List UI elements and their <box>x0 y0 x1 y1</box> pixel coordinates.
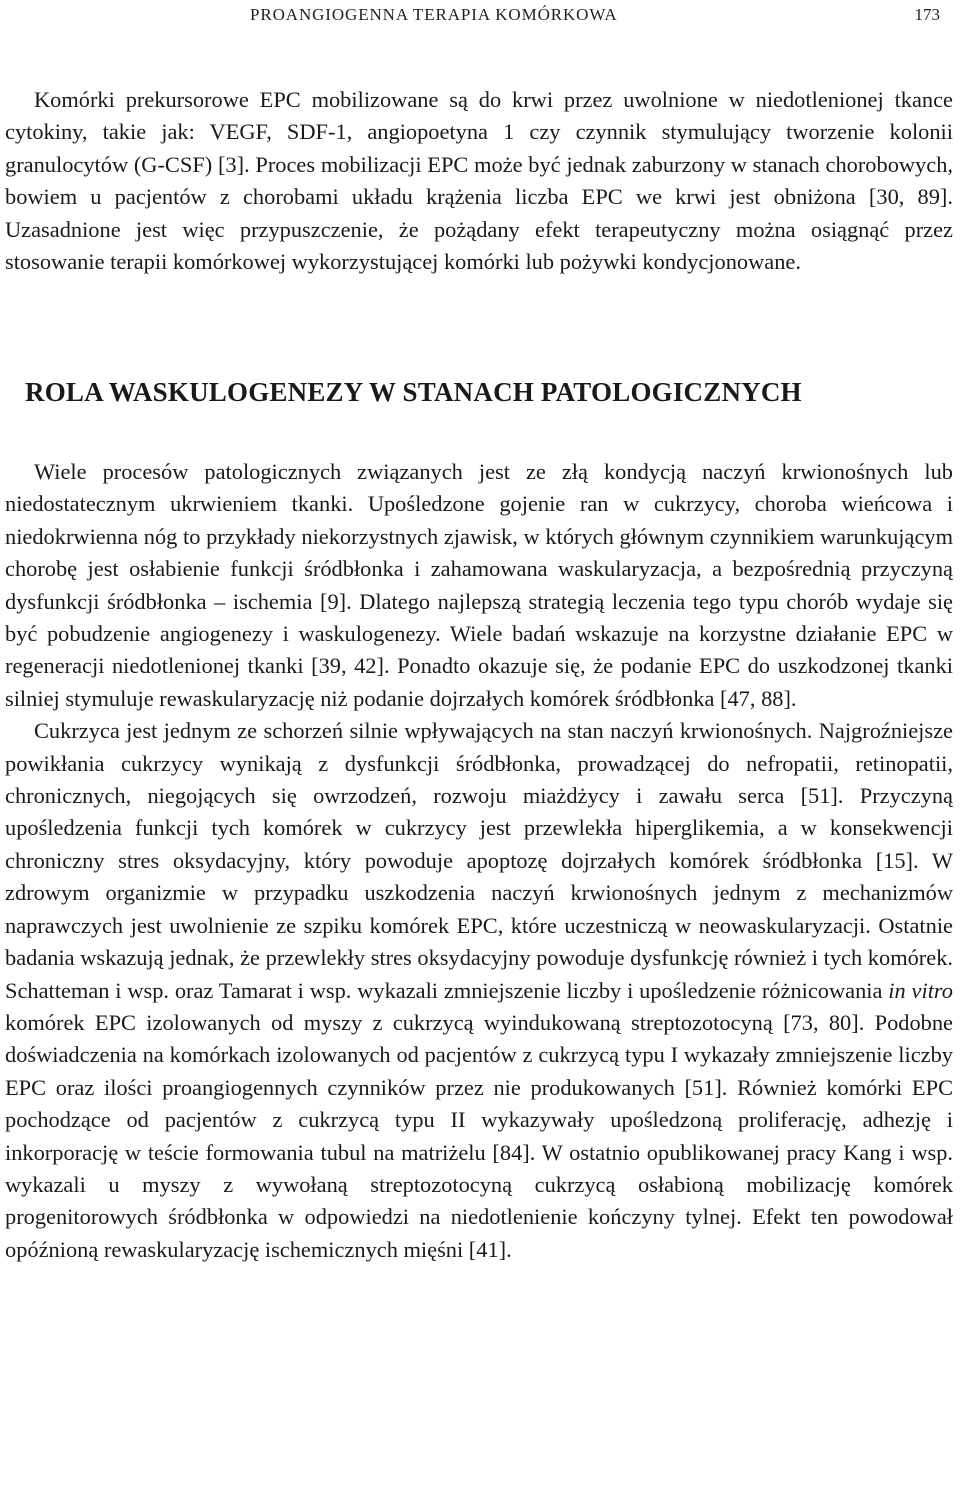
section-heading: ROLA WASKULOGENEZY W STANACH PATOLOGICZNYCH <box>25 377 802 407</box>
page-number: 173 <box>914 5 940 24</box>
running-head: PROANGIOGENNA TERAPIA KOMÓRKOWA <box>250 5 618 24</box>
paragraph-diabetes-part-1: Cukrzyca jest jednym ze schorzeń silnie wpływających na stan naczyń krwionośnych. Najgroźniejsze powikłania cukrzycy wynikają z dysfunkcji śródbłonka, prowadzącej do nefropatii, retinopatii, chronicznych, niegojących się owrzodzeń, rozwoju miażdżycy i zawału serca [51]. Przyczyną upośledzenia funkcji tych komórek w cukrzycy jest przewlekła hiperglikemia, a w konsekwencji chroniczny stres oksydacyjny, który powoduje apoptozę dojrzałych komórek śródbłonka [15]. W zdrowym organizmie w przypadku uszkodzenia naczyń krwionośnych jednym z mechanizmów naprawczych jest uwolnienie ze szpiku komórek EPC, które uczestniczą w neowaskularyzacji. Ostatnie badania wskazują jednak, że przewlekły stres oksydacyjny powoduje dysfunkcję również i tych komórek. Schatteman i wsp. oraz Tamarat i wsp. wykazali zmniejszenie liczby i upośledzenie różnicowania <box>5 718 953 1003</box>
italic-term-in-vitro: in vitro <box>888 977 954 1003</box>
paragraph-epc-mobilization: Komórki prekursorowe EPC mobilizowane są do krwi przez uwolnione w niedotlenionej tkance cytokiny, takie jak: VEGF, SDF-1, angiopoetyna 1 czy czynnik stymulujący tworzenie kolonii granulocytów (G-CSF) [3]. Proces mobilizacji EPC może być jednak zaburzony w stanach chorobowych, bowiem u pacjentów z chorobami układu krążenia liczba EPC we krwi jest obniżona [30, 89]. Uzasadnione jest więc przypuszczenie, że pożądany efekt terapeutyczny można osiągnąć przez stosowanie terapii komórkowej wykorzystującej komórki lub pożywki kondycjonowane. <box>5 87 953 275</box>
section-text-block <box>5 456 953 1266</box>
paragraph-diabetes <box>5 715 953 1266</box>
paragraph-diabetes-part-2: komórek EPC izolowanych od myszy z cukrzycą wyindukowaną streptozotocyną [73, 80]. Podobne doświadczenia na komórkach izolowanych od pacjentów z cukrzycą typu I wykazały zmniejszenie liczby EPC oraz ilości proangiogennych czynników przez nie produkowanych [51]. Również komórki EPC pochodzące od pacjentów z cukrzycą typu II wykazywały upośledzoną proliferację, adhezję i inkorporację w teście formowania tubul na matriżelu [84]. W ostatnio opublikowanej pracy Kang i wsp. wykazali u myszy z wywołaną streptozotocyną cukrzycą osłabioną mobilizację komórek progenitorowych śródbłonka w odpowiedzi na niedotlenienie kończyny tylnej. Efekt ten powodował opóźnioną rewaskularyzację ischemicznych mięśni [41]. <box>5 1009 953 1262</box>
intro-text-block <box>5 84 953 278</box>
paragraph-pathological-processes: Wiele procesów patologicznych związanych jest ze złą kondycją naczyń krwionośnych lub niedostatecznym ukrwieniem tkanki. Upośledzone gojenie ran w cukrzycy, choroba wieńcowa i niedokrwienna nóg to przykłady niekorzystnych zjawisk, w których głównym czynnikiem warunkującym chorobę jest osłabienie funkcji śródbłonka i zahamowana waskularyzacja, a bezpośrednią przyczyną dysfunkcji śródbłonka – ischemia [9]. Dlatego najlepszą strategią leczenia tego typu chorób wydaje się być pobudzenie angiogenezy i waskulogenezy. Wiele badań wskazuje na korzystne działanie EPC w regeneracji niedotlenionej tkanki [39, 42]. Ponadto okazuje się, że podanie EPC do uszkodzonej tkanki silniej stymuluje rewaskularyzację niż podanie dojrzałych komórek śródbłonka [47, 88]. <box>5 459 953 711</box>
